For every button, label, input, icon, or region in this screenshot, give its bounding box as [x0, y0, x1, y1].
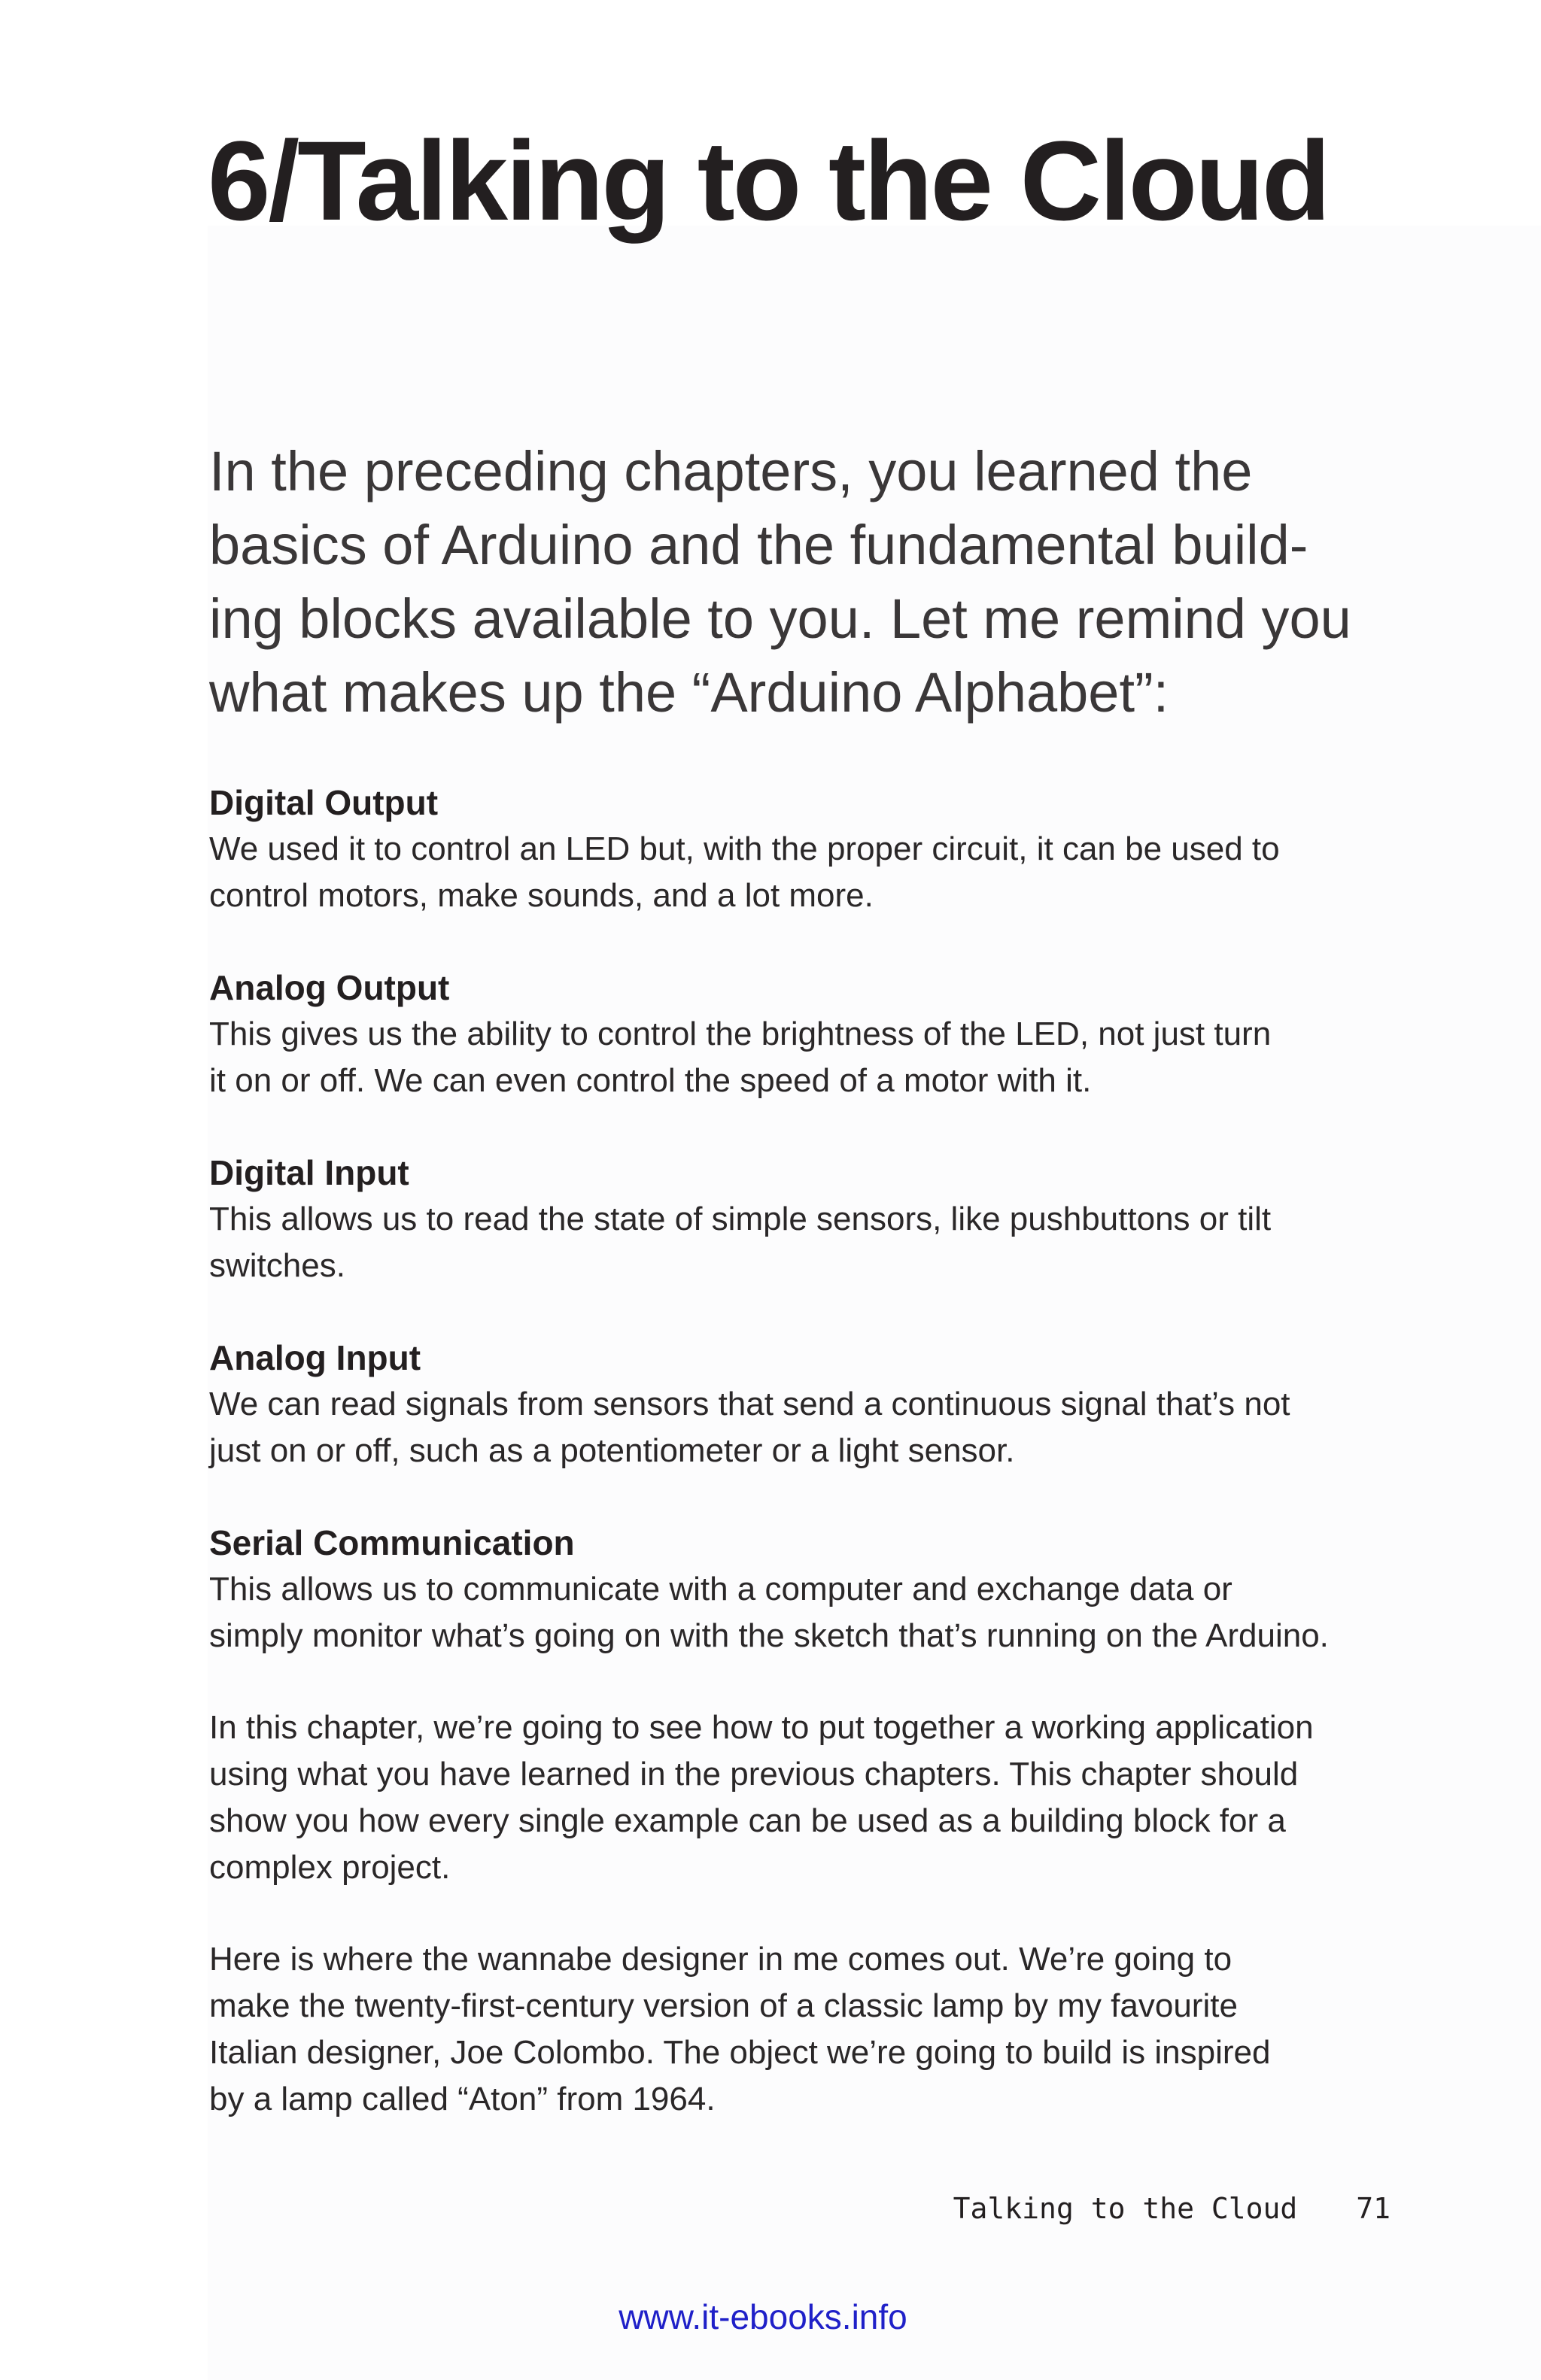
section-body: [209, 1566, 1413, 1659]
body-line: Italian designer, Joe Colombo. The object we’re going to build is inspired: [209, 2034, 1271, 2071]
body-paragraph: [209, 1705, 1413, 1891]
section-analog-output: [209, 964, 1413, 1104]
section-digital-input: [209, 1149, 1413, 1289]
intro-line: In the preceding chapters, you learned the: [209, 440, 1253, 502]
body-line: Here is where the wannabe designer in me comes out. We’re going to: [209, 1941, 1232, 1978]
body-line: This allows us to read the state of simple sensors, like pushbuttons or tilt: [209, 1201, 1272, 1237]
section-heading: Analog Output: [209, 968, 450, 1007]
body-line: using what you have learned in the previous chapters. This chapter should: [209, 1756, 1299, 1793]
body-line: control motors, make sounds, and a lot more.: [209, 877, 874, 914]
section-serial-communication: [209, 1519, 1413, 1659]
intro-line: ing blocks available to you. Let me remind you: [209, 587, 1351, 650]
body-line: simply monitor what’s going on with the sketch that’s running on the Arduino.: [209, 1617, 1329, 1654]
body-line: We can read signals from sensors that send a continuous signal that’s not: [209, 1386, 1290, 1422]
section-digital-output: [209, 779, 1413, 919]
body-line: In this chapter, we’re going to see how to put together a working application: [209, 1709, 1314, 1746]
body-line: it on or off. We can even control the speed of a motor with it.: [209, 1062, 1092, 1099]
running-head: Talking to the Cloud: [953, 2192, 1298, 2225]
section-body: [209, 1381, 1413, 1474]
section-heading: Digital Input: [209, 1153, 409, 1192]
body-line: just on or off, such as a potentiometer or a light sensor.: [209, 1432, 1015, 1469]
section-body: [209, 1011, 1413, 1104]
body-line: switches.: [209, 1247, 345, 1284]
section-body: [209, 826, 1413, 919]
section-heading: Digital Output: [209, 783, 439, 822]
body-line: This allows us to communicate with a computer and exchange data or: [209, 1571, 1232, 1607]
body-line: make the twenty-first-century version of a classic lamp by my favourite: [209, 1987, 1238, 2024]
body-line: complex project.: [209, 1849, 451, 1886]
section-body: [209, 1196, 1413, 1289]
section-analog-input: [209, 1334, 1413, 1474]
body-paragraph: [209, 1936, 1413, 2123]
intro-line: basics of Arduino and the fundamental build-: [209, 514, 1308, 576]
intro-paragraph: [209, 435, 1413, 730]
page-footer: [953, 2190, 1391, 2227]
body-line: by a lamp called “Aton” from 1964.: [209, 2081, 716, 2117]
section-heading: Analog Input: [209, 1338, 421, 1377]
watermark-link[interactable]: www.it-ebooks.info: [619, 2297, 907, 2336]
chapter-title: 6/Talking to the Cloud: [208, 117, 1329, 244]
body-line: show you how every single example can be used as a building block for a: [209, 1802, 1286, 1839]
page-number: 71: [1356, 2192, 1391, 2225]
body-line: We used it to control an LED but, with the proper circuit, it can be used to: [209, 830, 1280, 867]
body-line: This gives us the ability to control the brightness of the LED, not just turn: [209, 1015, 1272, 1052]
section-heading: Serial Communication: [209, 1523, 575, 1562]
intro-line: what makes up the “Arduino Alphabet”:: [209, 661, 1169, 724]
